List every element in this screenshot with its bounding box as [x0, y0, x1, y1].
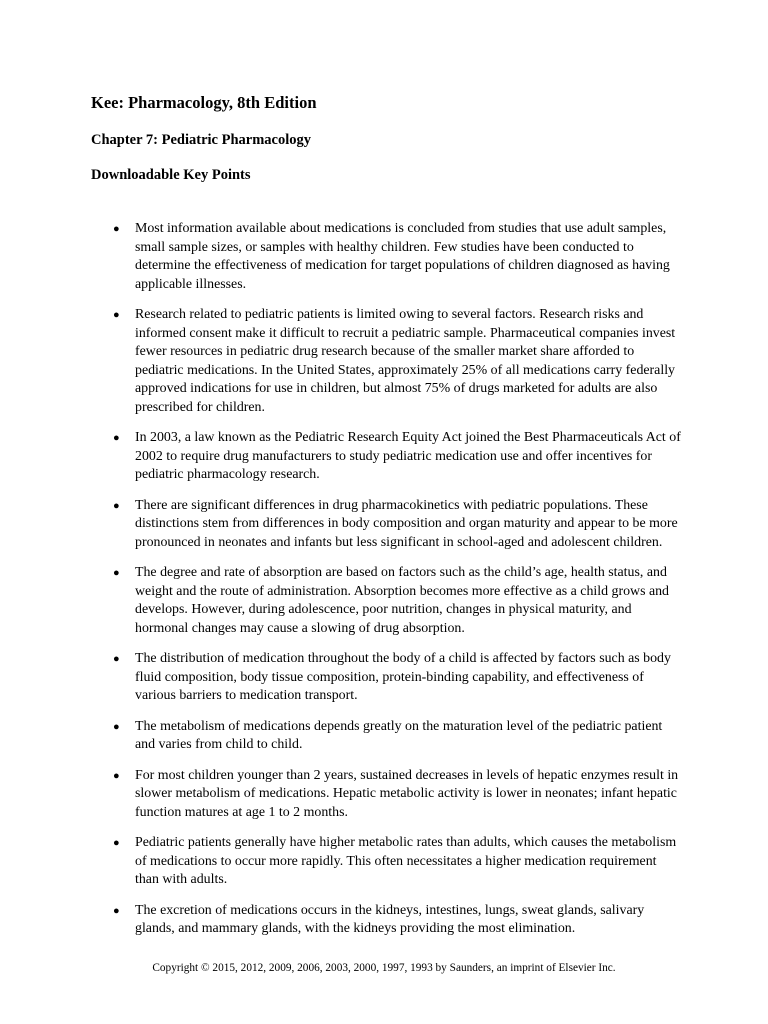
bullet-icon: ●	[113, 904, 120, 917]
key-point-text: Most information available about medications is concluded from studies that use adult samples, small sample sizes, or samples with healthy children. Few studies have been conducted to determine the effectiveness of medication for target populations of children diagnosed as having applicable illnesses.	[135, 221, 670, 292]
bullet-icon: ●	[113, 499, 120, 512]
key-point-item	[113, 767, 683, 823]
key-point-item	[113, 564, 683, 638]
bullet-icon: ●	[113, 653, 120, 665]
bullet-icon: ●	[113, 837, 120, 849]
key-point-text: Pediatric patients generally have higher metabolic rates than adults, which causes the metabolism of medications to occur more rapidly. This often necessitates a higher medication requirement than with adults.	[135, 835, 677, 887]
key-point-text: In 2003, a law known as the Pediatric Research Equity Act joined the Best Pharmaceuticals Act of 2002 to require drug manufacturers to study pediatric medication use and offer incentives for pediatric pharmacology research.	[135, 430, 681, 482]
key-points-list	[113, 220, 683, 951]
key-point-text: The metabolism of medications depends greatly on the maturation level of the pediatric patient and varies from child to child.	[135, 718, 663, 752]
bullet-icon: ●	[113, 432, 120, 444]
key-point-item	[113, 220, 683, 294]
key-point-item	[113, 429, 683, 485]
key-point-text: The distribution of medication throughout the body of a child is affected by factors such as body fluid composition, body tissue composition, protein-binding capability, and effectiveness of various barriers to medication transport.	[135, 651, 671, 703]
section-title: Downloadable Key Points	[91, 167, 251, 183]
document-title: Kee: Pharmacology, 8th Edition	[91, 93, 317, 112]
key-point-item	[113, 306, 683, 417]
key-point-item	[113, 834, 683, 890]
key-point-item	[113, 497, 683, 553]
bullet-icon: ●	[113, 309, 120, 321]
bullet-icon: ●	[113, 769, 120, 782]
key-point-text: There are significant differences in drug pharmacokinetics with pediatric populations. These distinctions stem from differences in body composition and organ maturity and appear to be more pronounced in neonates and infants but less significant in school-aged and adolescent children.	[135, 497, 678, 550]
key-point-item	[113, 650, 683, 706]
bullet-icon: ●	[113, 223, 120, 235]
key-point-text: The excretion of medications occurs in the kidneys, intestines, lungs, sweat glands, salivary glands, and mammary glands, with the kidneys providing the most elimination.	[135, 902, 645, 936]
copyright-footer: Copyright © 2015, 2012, 2009, 2006, 2003, 2000, 1997, 1993 by Saunders, an imprint of Elsevier Inc.	[152, 962, 616, 974]
bullet-icon: ●	[113, 567, 120, 579]
key-point-text: For most children younger than 2 years, sustained decreases in levels of hepatic enzymes result in slower metabolism of medications. Hepatic metabolic activity is lower in neonates; infant hepatic function matures at age 1 to 2 months.	[135, 767, 679, 820]
chapter-title: Chapter 7: Pediatric Pharmacology	[91, 132, 312, 148]
key-point-text: The degree and rate of absorption are based on factors such as the child’s age, health status, and weight and the route of administration. Absorption becomes more effective as a child grows and develops. However, during adolescence, poor nutrition, changes in physical maturity, and hormonal changes may cause a slowing of drug absorption.	[135, 565, 670, 636]
bullet-icon: ●	[113, 720, 120, 733]
key-point-item	[113, 718, 683, 755]
key-point-text: Research related to pediatric patients is limited owing to several factors. Research risks and informed consent make it difficult to recruit a pediatric sample. Pharmaceutical companies invest fewer resources in pediatric drug research because of the smaller market share afforded to pediatric medications. In the United States, approximately 25% of all medications carry federally approved indications for use in children, but almost 75% of drugs marketed for adults are also prescribed for children.	[135, 307, 676, 415]
key-point-item	[113, 902, 683, 939]
